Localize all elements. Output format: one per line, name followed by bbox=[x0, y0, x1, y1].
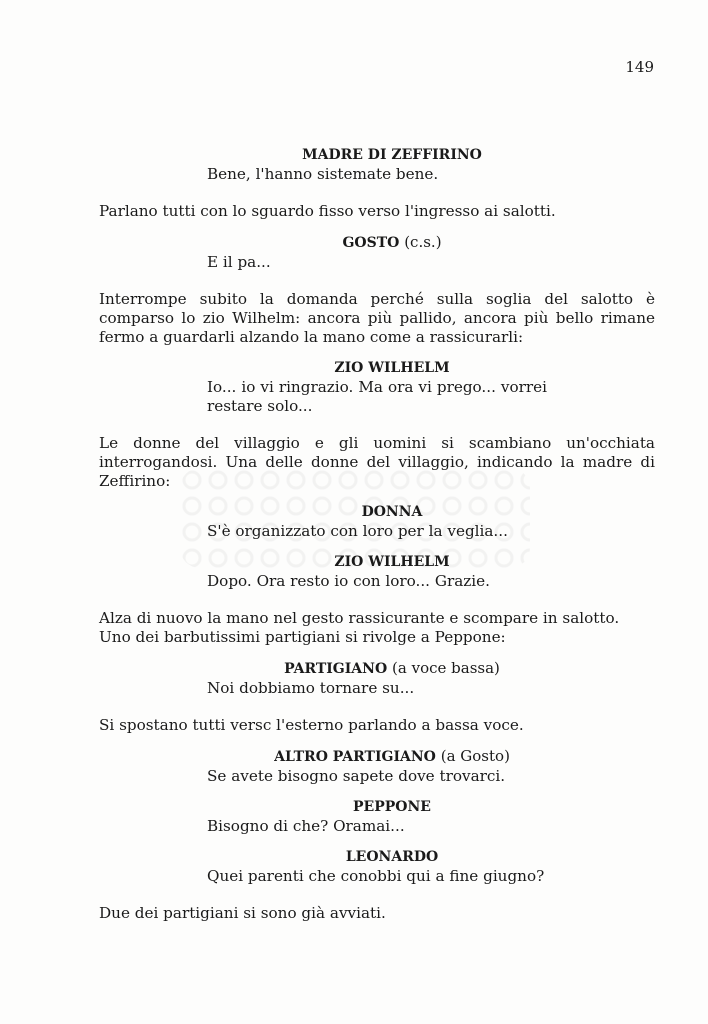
speaker-parenthetical: (a Gosto) bbox=[440, 747, 510, 765]
dialogue-line: Io... io vi ringrazio. Ma ora vi prego... vorrei restare solo... bbox=[207, 378, 547, 415]
dialogue-line: E il pa... bbox=[207, 253, 271, 271]
stage-direction: Interrompe subito la domanda perché sulla soglia del salotto è comparso lo zio Wilhelm: ancora più pallido, ancora più bello rimane fermo a guardarli alzando la mano come a rassicurarli: bbox=[99, 290, 655, 346]
dialogue-line: Noi dobbiamo tornare su... bbox=[207, 679, 415, 697]
speaker-name: PARTIGIANO bbox=[284, 661, 388, 677]
speaker-heading bbox=[99, 747, 655, 767]
speaker-heading bbox=[99, 553, 655, 572]
stage-direction: Alza di nuovo la mano nel gesto rassicurante e scompare in salotto. Uno dei barbutissimi partigiani si rivolge a Peppone: bbox=[99, 609, 620, 646]
speaker-name: MADRE DI ZEFFIRINO bbox=[302, 147, 482, 163]
speaker-heading bbox=[99, 146, 655, 165]
speaker-name: GOSTO bbox=[342, 235, 400, 251]
page-number: 149 bbox=[625, 58, 654, 76]
dialogue-line: Dopo. Ora resto io con loro... Grazie. bbox=[207, 572, 490, 590]
speaker-name: DONNA bbox=[361, 504, 423, 520]
stage-direction: Le donne del villaggio e gli uomini si scambiano un'occhiata interrogandosi. Una delle donne del villaggio, indicando la madre di Zeffirino: bbox=[99, 434, 655, 490]
speaker-heading bbox=[99, 233, 655, 253]
dialogue-line: Bene, l'hanno sistemate bene. bbox=[207, 165, 439, 183]
speaker-heading bbox=[99, 659, 655, 679]
script-body bbox=[99, 146, 655, 923]
speaker-heading bbox=[99, 798, 655, 817]
dialogue-line: Bisogno di che? Oramai... bbox=[207, 817, 405, 835]
dialogue-line: Se avete bisogno sapete dove trovarci. bbox=[207, 767, 506, 785]
speaker-name: LEONARDO bbox=[345, 849, 439, 865]
speaker-name: ZIO WILHELM bbox=[334, 360, 450, 376]
speaker-heading bbox=[99, 503, 655, 522]
speaker-parenthetical: (c.s.) bbox=[404, 233, 442, 251]
speaker-parenthetical: (a voce bassa) bbox=[392, 659, 500, 677]
dialogue-line: Quei parenti che conobbi qui a fine giugno? bbox=[207, 867, 545, 885]
stage-direction: Parlano tutti con lo sguardo fisso verso l'ingresso ai salotti. bbox=[99, 202, 556, 220]
speaker-name: ZIO WILHELM bbox=[334, 554, 450, 570]
speaker-name: ALTRO PARTIGIANO bbox=[274, 749, 436, 765]
stage-direction: Due dei partigiani si sono già avviati. bbox=[99, 904, 386, 922]
dialogue-line: S'è organizzato con loro per la veglia... bbox=[207, 522, 508, 540]
speaker-heading bbox=[99, 359, 655, 378]
speaker-heading bbox=[99, 848, 655, 867]
speaker-name: PEPPONE bbox=[353, 799, 431, 815]
stage-direction: Si spostano tutti versc l'esterno parlando a bassa voce. bbox=[99, 716, 524, 734]
